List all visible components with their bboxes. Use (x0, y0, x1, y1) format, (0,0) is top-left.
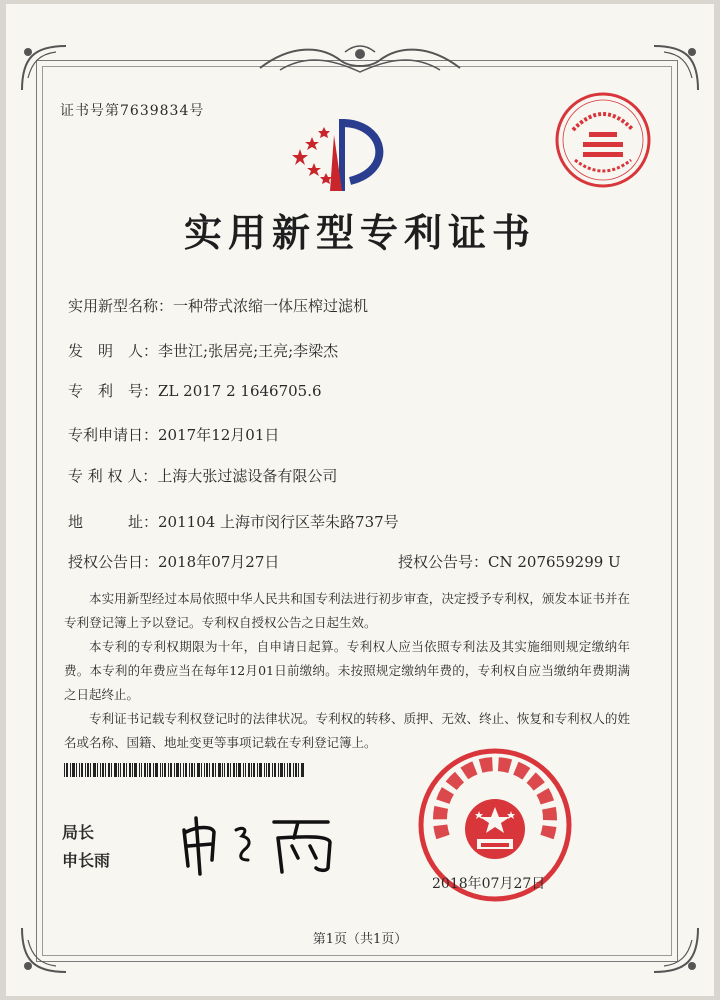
barcode-bar (64, 763, 65, 777)
barcode-bar (274, 763, 276, 777)
barcode-bar (295, 763, 297, 777)
barcode-bar (174, 763, 175, 777)
barcode-bar (212, 763, 214, 777)
barcode-bar (149, 763, 151, 777)
barcode-bar (93, 763, 96, 777)
field-value: 2017年12月01日 (158, 426, 280, 444)
field-label: 专利申请日： (68, 426, 159, 444)
barcode-bar (253, 763, 255, 777)
barcode-bar (227, 763, 229, 777)
barcode-bar (301, 763, 304, 777)
field-value: 李世江;张居亮;王亮;李梁杰 (158, 342, 339, 360)
barcode-bar (72, 763, 75, 777)
field-publication-number (398, 551, 621, 572)
barcode-bar (97, 763, 98, 777)
barcode-bar (126, 763, 127, 777)
agency-seal-stamp (553, 90, 653, 190)
field-label: 授权公告号： (398, 553, 489, 571)
barcode-bar (176, 763, 179, 777)
barcode-bar (79, 763, 80, 777)
body-paragraph: 专利证书记载专利权登记时的法律状况。专利权的转移、质押、无效、终止、恢复和专利权人的姓名或名称、国籍、地址变更等事项记载在专利登记簿上。 (64, 711, 630, 750)
barcode-bar (197, 763, 200, 777)
barcode-bar (81, 763, 83, 777)
barcode-bar (70, 763, 71, 777)
field-label: 授权公告日： (68, 553, 159, 571)
barcode-bar (206, 763, 208, 777)
barcode-bar (251, 763, 252, 777)
barcode-bar (238, 763, 241, 777)
field-label: 实用新型名称： (68, 297, 174, 315)
barcode-bar (230, 763, 231, 777)
barcode-bar (114, 763, 117, 777)
field-inventors (68, 340, 338, 361)
barcode-bar (134, 763, 137, 777)
barcode-bar (268, 763, 270, 777)
field-label: 发 明 人： (68, 342, 159, 360)
barcode-bar (108, 763, 110, 777)
barcode-bar (118, 763, 119, 777)
barcode-bar (123, 763, 125, 777)
barcode-bar (245, 763, 246, 777)
barcode-bar (259, 763, 262, 777)
barcode-bar (132, 763, 133, 777)
barcode-bar (289, 763, 291, 777)
page-number: 第1页（共1页） (312, 932, 408, 947)
barcode-bar (105, 763, 106, 777)
barcode-bar (170, 763, 172, 777)
barcode-bar (111, 763, 112, 777)
seal-date: 2018年07月27日 (432, 876, 546, 892)
field-value: CN 207659299 U (488, 553, 621, 571)
barcode-bar (160, 763, 161, 777)
director-title: 局长 (62, 823, 95, 842)
body-paragraph: 本专利的专利权期限为十年，自申请日起算。专利权人应当依照专利法及其实施细则规定缴纳年费。本专利的年费应当在每年12月01日前缴纳。未按照规定缴纳年费的，专利权自应当缴纳年费期满之日起终止。 (64, 639, 630, 702)
barcode-bar (164, 763, 166, 777)
barcode-bar (243, 763, 244, 777)
barcode-bar (180, 763, 181, 777)
barcode-bar (233, 763, 235, 777)
barcode-bar (284, 763, 285, 777)
field-patent-number (68, 380, 322, 401)
barcode-bar (90, 763, 91, 777)
barcode-bar (155, 763, 158, 777)
barcode-bar (278, 763, 279, 777)
barcode-bar (141, 763, 142, 777)
field-label: 专 利 号： (68, 382, 159, 400)
barcode-bar (102, 763, 104, 777)
corner-ornament-icon (14, 38, 74, 98)
barcode-bar (293, 763, 294, 777)
barcode-bar (120, 763, 121, 777)
field-utility-model-name (68, 295, 368, 316)
barcode-bar (194, 763, 195, 777)
barcode-bar (100, 763, 101, 777)
certificate-number: 证书号第7639834号 (60, 103, 205, 119)
barcode-bar (224, 763, 225, 777)
barcode-bar (248, 763, 250, 777)
field-value: ZL 2017 2 1646705.6 (158, 382, 322, 400)
field-label: 专 利 权 人： (68, 467, 158, 485)
barcode-bar (189, 763, 190, 777)
barcode-bar (209, 763, 210, 777)
barcode-bar (183, 763, 184, 777)
barcode-bar (129, 763, 131, 777)
field-value: 一种带式浓缩一体压榨过滤机 (173, 297, 369, 315)
barcode-icon (64, 763, 304, 777)
field-application-date (68, 424, 279, 445)
certificate-title: 实用新型专利证书 (183, 211, 536, 255)
top-ornament-icon (250, 40, 470, 80)
corner-ornament-icon (646, 38, 706, 98)
barcode-bar (191, 763, 193, 777)
field-patentee (68, 465, 337, 486)
director-signature (178, 808, 348, 878)
barcode-bar (147, 763, 148, 777)
field-value: 上海大张过滤设备有限公司 (157, 467, 338, 485)
barcode-bar (264, 763, 265, 777)
barcode-bar (66, 763, 68, 777)
field-address (68, 511, 399, 532)
barcode-bar (218, 763, 221, 777)
barcode-bar (236, 763, 237, 777)
barcode-bar (280, 763, 283, 777)
barcode-bar (298, 763, 299, 777)
barcode-bar (153, 763, 154, 777)
barcode-bar (287, 763, 288, 777)
field-publication-date (68, 551, 279, 572)
barcode-bar (201, 763, 202, 777)
barcode-bar (144, 763, 146, 777)
certificate-body (64, 587, 630, 755)
barcode-bar (85, 763, 86, 777)
barcode-bar (222, 763, 223, 777)
patent-office-logo-icon (290, 115, 400, 195)
barcode-bar (204, 763, 205, 777)
barcode-bar (185, 763, 187, 777)
barcode-bar (87, 763, 89, 777)
field-value: 2018年07月27日 (158, 553, 280, 571)
barcode-bar (139, 763, 140, 777)
body-paragraph: 本实用新型经过本局依照中华人民共和国专利法进行初步审查，决定授予专利权，颁发本证书并在专利登记簿上予以登记。专利权自授权公告之日起生效。 (64, 591, 630, 630)
barcode-bar (168, 763, 169, 777)
barcode-bar (76, 763, 77, 777)
barcode-bar (257, 763, 258, 777)
field-label: 地 址： (68, 513, 159, 531)
director-name: 申长雨 (62, 851, 111, 870)
barcode-bar (272, 763, 273, 777)
barcode-bar (266, 763, 267, 777)
barcode-bar (215, 763, 216, 777)
barcode-bar (162, 763, 163, 777)
field-value: 201104 上海市闵行区莘朱路737号 (158, 513, 399, 531)
